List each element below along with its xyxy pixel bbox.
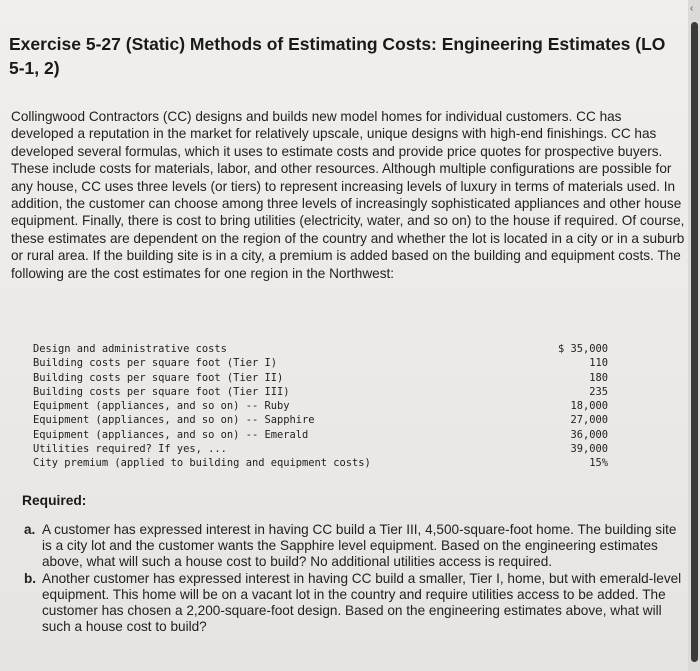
requirements-list xyxy=(24,522,684,635)
requirement-letter: b. xyxy=(24,570,37,586)
required-heading: Required: xyxy=(22,493,87,508)
cost-label: Design and administrative costs xyxy=(33,343,227,355)
cost-row xyxy=(33,442,608,456)
cost-label: Equipment (appliances, and so on) -- Sapphire xyxy=(33,414,315,427)
requirement-item xyxy=(24,522,684,571)
cost-value: 18,000 xyxy=(570,400,608,413)
cost-value: 180 xyxy=(589,371,608,384)
cost-row xyxy=(33,356,608,370)
cost-label: City premium (applied to building and equipment costs) xyxy=(33,457,371,470)
cost-row xyxy=(33,385,608,399)
requirement-text: A customer has expressed interest in having CC build a Tier III, 4,500-square-foot home. The building site is a city lot and the customer wants the Sapphire level equipment. Based on the engineering estimates above, what will such a house cost to build? No additional utilities access is required. xyxy=(42,522,677,570)
cost-estimates-table xyxy=(33,342,608,471)
vertical-scrollbar[interactable] xyxy=(688,0,700,671)
problem-description: Collingwood Contractors (CC) designs and builds new model homes for individual customers. CC has developed a reputation in the market for relatively upscale, unique designs with high-end finishings. CC has developed several formulas, which it uses to estimate costs and provide price quotes for prospective buyers. These include costs for materials, labor, and other resources. Although multiple configurations are possible for any house, CC uses three levels (or tiers) to represent increasing levels of luxury in terms of materials used. In addition, the customer can choose among three levels of increasingly sophisticated appliances and other house equipment. Finally, there is cost to bring utilities (electricity, water, and so on) to the house if required. Of course, these estimates are dependent on the region of the country and whether the lot is located in a city or in a suburb or rural area. If the building site is in a city, a premium is added based on the building and equipment costs. The following are the cost estimates for one region in the Northwest: xyxy=(11,109,685,281)
cost-row xyxy=(33,371,608,385)
cost-label: Building costs per square foot (Tier II) xyxy=(33,371,284,384)
cost-label: Equipment (appliances, and so on) -- Emerald xyxy=(33,428,309,441)
cost-row xyxy=(33,456,608,470)
cost-value: 27,000 xyxy=(570,414,608,427)
cost-value: 15% xyxy=(589,457,608,470)
cost-row xyxy=(33,342,608,356)
cost-value: 235 xyxy=(589,385,608,398)
cost-value: $ 35,000 xyxy=(557,343,608,355)
cost-value: 110 xyxy=(589,357,608,370)
cost-row xyxy=(33,428,608,442)
cost-label: Utilities required? If yes, ... xyxy=(33,443,227,456)
scroll-thumb[interactable] xyxy=(691,22,698,662)
requirement-text: Another customer has expressed interest in having CC build a smaller, Tier I, home, but with emerald-level equipment. This home will be on a vacant lot in the country and require utilities access to be added. The customer has chosen a 2,200-square-foot design. Based on the engineering estimates above, what will such a house cost to build? xyxy=(42,570,682,635)
cost-label: Building costs per square foot (Tier III) xyxy=(33,385,290,398)
cost-value: 36,000 xyxy=(570,428,608,441)
scroll-up-arrow-icon[interactable]: ‹ xyxy=(690,3,694,14)
cost-row xyxy=(33,413,608,427)
cost-label: Building costs per square foot (Tier I) xyxy=(33,357,277,370)
cost-row xyxy=(33,399,608,413)
requirement-item xyxy=(24,571,684,636)
exercise-title: Exercise 5-27 (Static) Methods of Estimating Costs: Engineering Estimates (LO 5-1, 2) xyxy=(9,34,666,78)
requirement-letter: a. xyxy=(24,522,36,537)
cost-value: 39,000 xyxy=(570,443,608,456)
cost-label: Equipment (appliances, and so on) -- Ruby xyxy=(33,400,290,413)
